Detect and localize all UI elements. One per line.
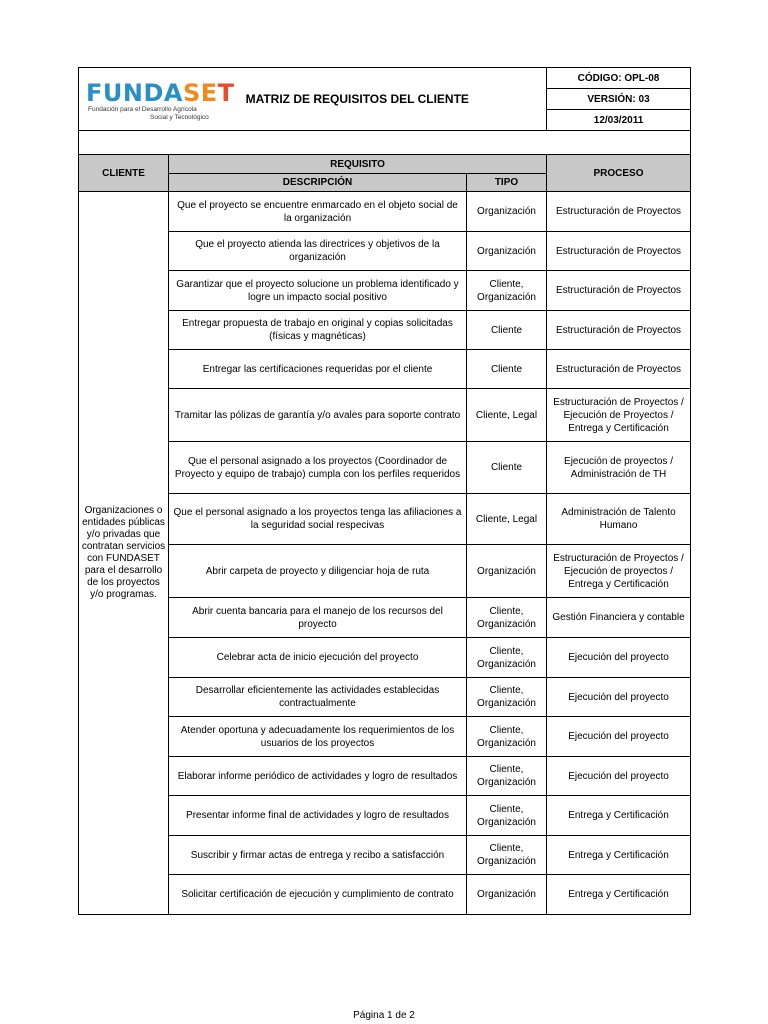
- spacer-row: [79, 131, 691, 155]
- requirement-description: Que el personal asignado a los proyectos tenga las afiliaciones a la seguridad social respecivas: [169, 494, 467, 545]
- column-requirement-header: REQUISITO: [169, 155, 547, 174]
- requirement-description: Que el proyecto atienda las directrices y objetivos de la organización: [169, 232, 467, 271]
- requirement-type: Cliente, Organización: [467, 796, 547, 836]
- requirement-process: Entrega y Certificación: [547, 875, 691, 915]
- requirement-type: Cliente, Organización: [467, 271, 547, 311]
- requirement-type: Cliente, Organización: [467, 678, 547, 717]
- table-row: [79, 232, 691, 271]
- requirement-type: Organización: [467, 545, 547, 598]
- requirement-description: Que el proyecto se encuentre enmarcado en el objeto social de la organización: [169, 192, 467, 232]
- requirement-description: Abrir cuenta bancaria para el manejo de los recursos del proyecto: [169, 598, 467, 638]
- requirement-description: Suscribir y firmar actas de entrega y recibo a satisfacción: [169, 836, 467, 875]
- client-description: Organizaciones o entidades públicas y/o privadas que contratan servicios con FUNDASET para el desarrollo de los proyectos y/o programas.: [79, 192, 169, 915]
- logo-text-funda: FUNDA: [86, 78, 183, 107]
- table-row: [79, 192, 691, 232]
- requirement-description: Entregar propuesta de trabajo en original y copias solicitadas (físicas y magnéticas): [169, 311, 467, 350]
- document-version: VERSIÓN: 03: [547, 89, 691, 110]
- logo-text-se: SE: [182, 78, 218, 107]
- table-row: [79, 638, 691, 678]
- requirement-type: Cliente, Legal: [467, 494, 547, 545]
- column-process-header: PROCESO: [547, 155, 691, 192]
- requirement-process: Ejecución de proyectos / Administración de TH: [547, 442, 691, 494]
- document-code: CÓDIGO: OPL-08: [547, 68, 691, 89]
- requirement-type: Organización: [467, 232, 547, 271]
- requirement-process: Estructuración de Proyectos: [547, 350, 691, 389]
- requirement-process: Estructuración de Proyectos / Ejecución de proyectos / Entrega y Certificación: [547, 545, 691, 598]
- requirement-description: Garantizar que el proyecto solucione un problema identificado y logre un impacto social positivo: [169, 271, 467, 311]
- requirement-type: Cliente, Organización: [467, 757, 547, 796]
- table-row: [79, 836, 691, 875]
- requirement-process: Gestión Financiera y contable: [547, 598, 691, 638]
- requirement-process: Estructuración de Proyectos: [547, 192, 691, 232]
- requirement-description: Presentar informe final de actividades y logro de resultados: [169, 796, 467, 836]
- requirement-process: Entrega y Certificación: [547, 836, 691, 875]
- requirement-process: Ejecución del proyecto: [547, 717, 691, 757]
- page-footer: Página 1 de 2: [353, 1010, 415, 1021]
- requirement-description: Celebrar acta de inicio ejecución del proyecto: [169, 638, 467, 678]
- requirement-process: Entrega y Certificación: [547, 796, 691, 836]
- requirement-description: Solicitar certificación de ejecución y cumplimiento de contrato: [169, 875, 467, 915]
- requirement-description: Desarrollar eficientemente las actividades establecidas contractualmente: [169, 678, 467, 717]
- table-row: [79, 598, 691, 638]
- requirement-process: Ejecución del proyecto: [547, 678, 691, 717]
- table-row: [79, 350, 691, 389]
- requirement-type: Cliente: [467, 442, 547, 494]
- table-row: [79, 757, 691, 796]
- requirement-description: Atender oportuna y adecuadamente los requerimientos de los usuarios de los proyectos: [169, 717, 467, 757]
- requirement-type: Cliente, Legal: [467, 389, 547, 442]
- column-type-header: TIPO: [467, 174, 547, 192]
- requirement-type: Cliente: [467, 311, 547, 350]
- table-row: [79, 311, 691, 350]
- requirement-type: Organización: [467, 192, 547, 232]
- requirement-type: Cliente, Organización: [467, 638, 547, 678]
- logo-subtitle-1: Fundación para el Desarrollo Agrícola: [88, 105, 197, 113]
- requirement-type: Cliente, Organización: [467, 717, 547, 757]
- table-row: [79, 389, 691, 442]
- logo-cell: [79, 68, 235, 131]
- table-row: [79, 875, 691, 915]
- logo-text-t: T: [217, 78, 235, 107]
- requirement-description: Que el personal asignado a los proyectos (Coordinador de Proyecto y equipo de trabajo) cumpla con los perfiles requeridos: [169, 442, 467, 494]
- requirement-process: Estructuración de Proyectos: [547, 311, 691, 350]
- document-date: 12/03/2011: [547, 110, 691, 131]
- requirement-description: Elaborar informe periódico de actividades y logro de resultados: [169, 757, 467, 796]
- table-row: [79, 545, 691, 598]
- requirement-process: Estructuración de Proyectos: [547, 271, 691, 311]
- column-description-header: DESCRIPCIÓN: [169, 174, 467, 192]
- fundaset-logo: [79, 77, 235, 122]
- requirement-description: Tramitar las pólizas de garantía y/o avales para soporte contrato: [169, 389, 467, 442]
- requirement-process: Estructuración de Proyectos / Ejecución de Proyectos / Entrega y Certificación: [547, 389, 691, 442]
- table-row: [79, 678, 691, 717]
- requirement-process: Estructuración de Proyectos: [547, 232, 691, 271]
- document-sheet: [78, 67, 690, 915]
- requirement-type: Cliente: [467, 350, 547, 389]
- requirement-description: Entregar las certificaciones requeridas por el cliente: [169, 350, 467, 389]
- table-row: [79, 717, 691, 757]
- table-row: [79, 494, 691, 545]
- requirement-type: Cliente, Organización: [467, 598, 547, 638]
- requirement-process: Administración de Talento Humano: [547, 494, 691, 545]
- column-client-header: CLIENTE: [79, 155, 169, 192]
- requirement-process: Ejecución del proyecto: [547, 638, 691, 678]
- requirement-type: Cliente, Organización: [467, 836, 547, 875]
- requirements-table: [78, 67, 691, 915]
- requirement-process: Ejecución del proyecto: [547, 757, 691, 796]
- table-row: [79, 796, 691, 836]
- requirement-type: Organización: [467, 875, 547, 915]
- logo-subtitle-2: Social y Tecnológico: [150, 113, 209, 121]
- table-row: [79, 271, 691, 311]
- table-row: [79, 442, 691, 494]
- requirement-description: Abrir carpeta de proyecto y diligenciar hoja de ruta: [169, 545, 467, 598]
- document-title: MATRIZ DE REQUISITOS DEL CLIENTE: [169, 68, 547, 131]
